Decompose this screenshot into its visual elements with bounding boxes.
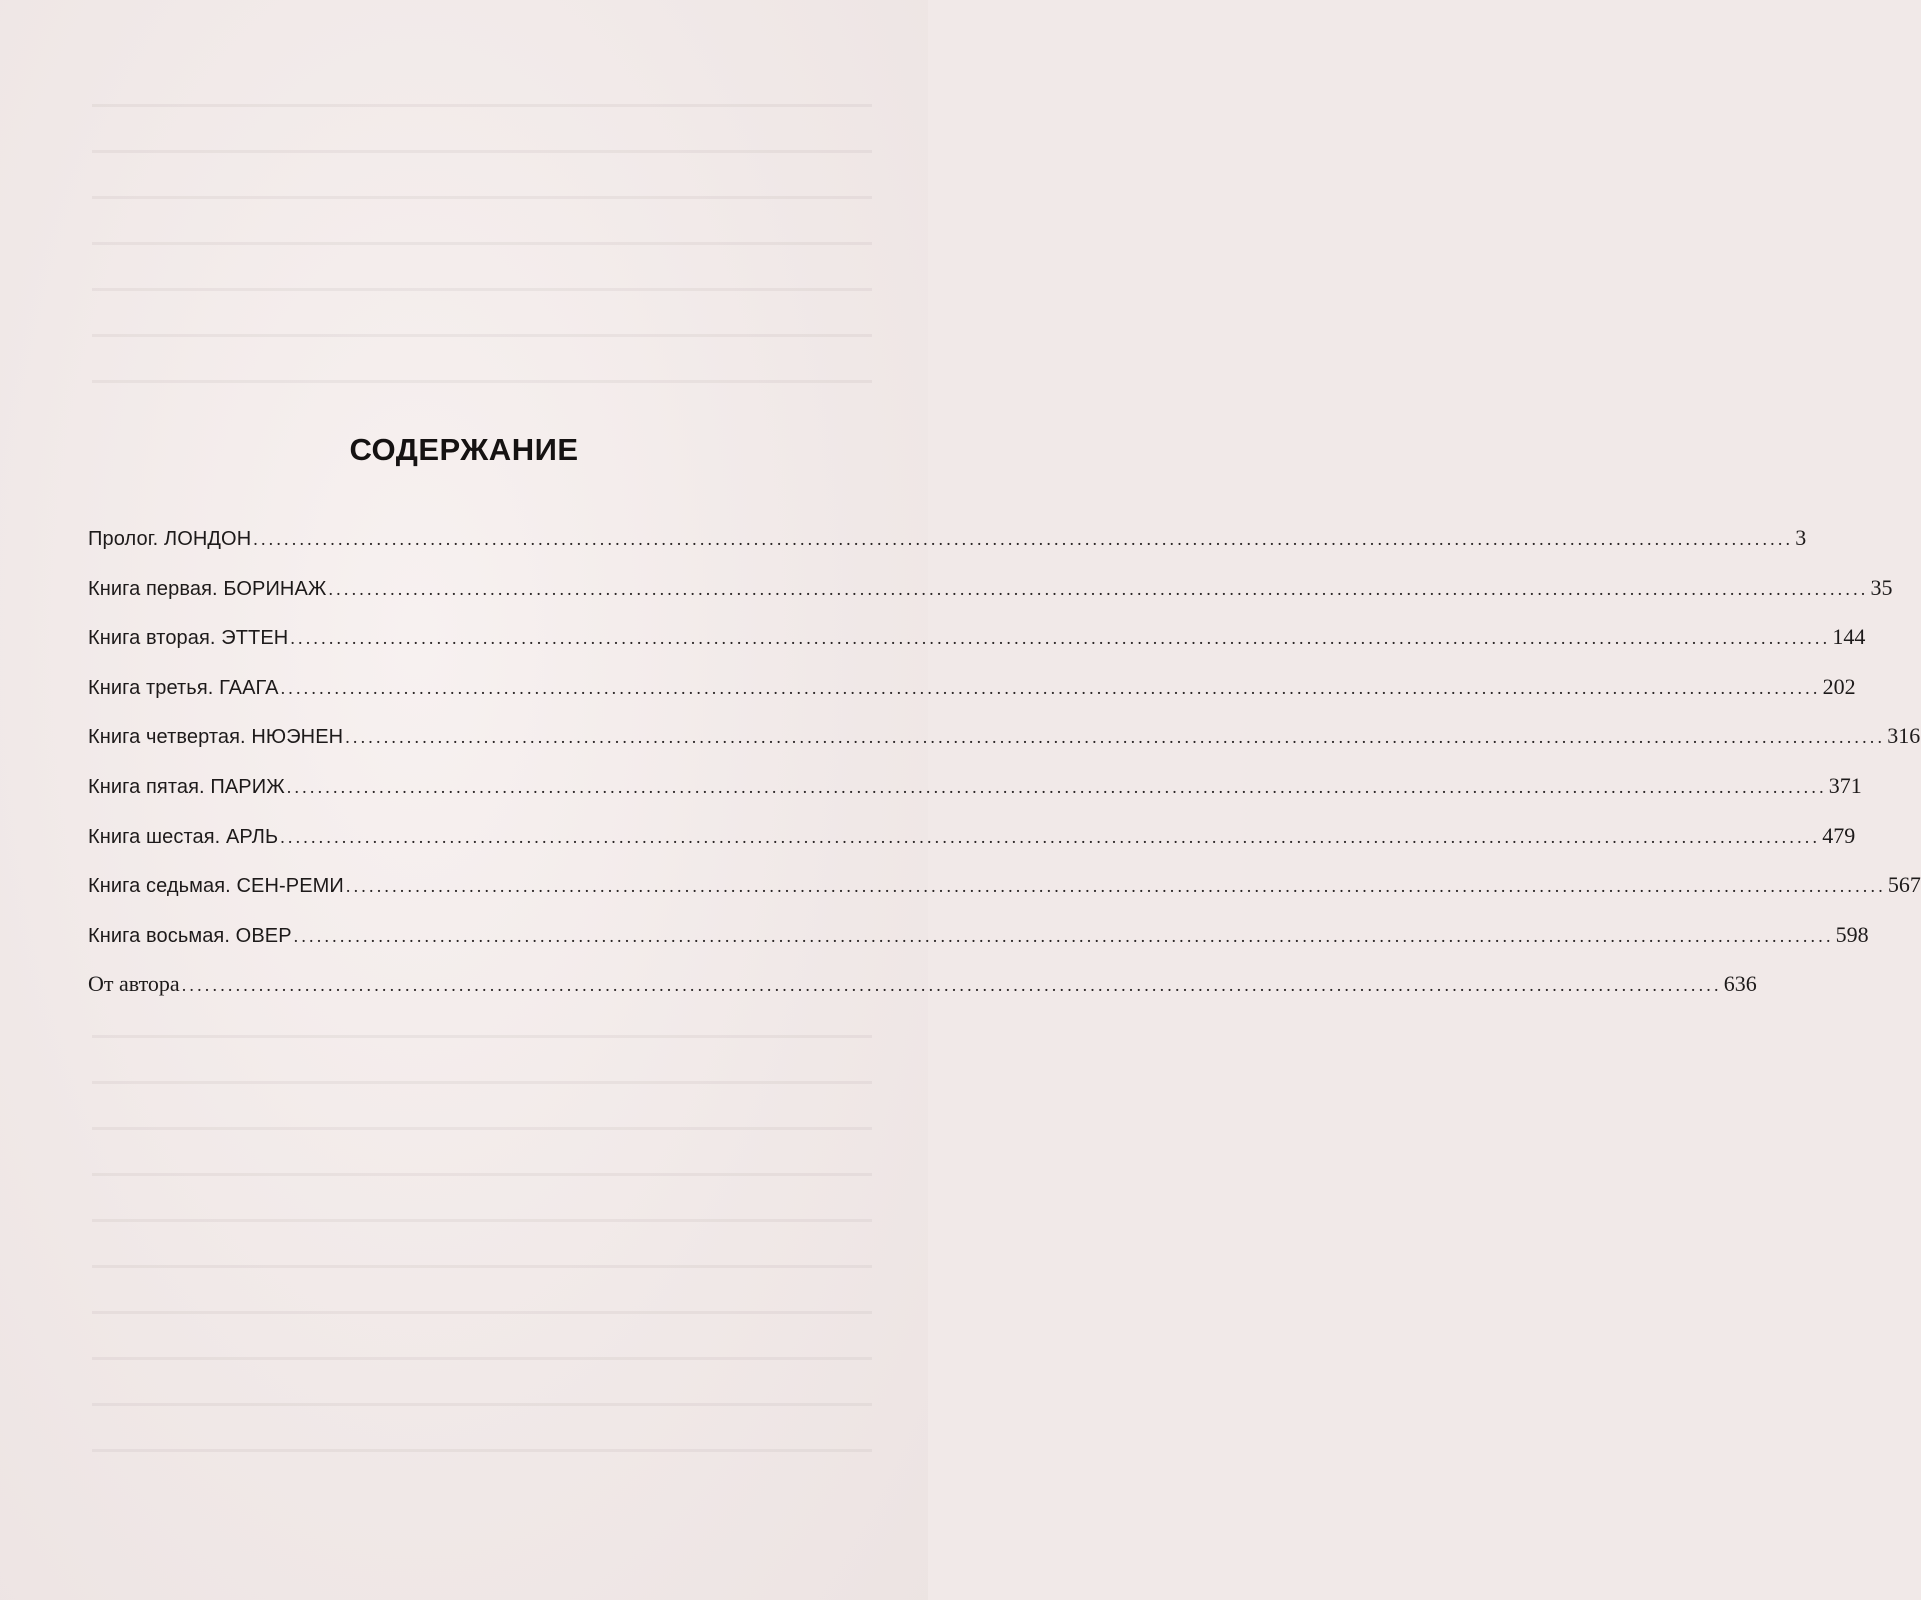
bleed-through-line xyxy=(92,1311,872,1314)
toc-leader-dots: ........................................................................................................................................................................................................ xyxy=(290,628,1831,649)
toc-entry-label: Книга пятая. ПАРИЖ xyxy=(88,775,285,798)
table-of-contents xyxy=(88,525,1921,1023)
toc-entry-page: 598 xyxy=(1835,921,1869,947)
toc-leader-dots: ........................................................................................................................................................................................................ xyxy=(345,876,1886,897)
toc-leader-dots: ........................................................................................................................................................................................................ xyxy=(280,677,1821,698)
toc-entry-label: От автора xyxy=(88,971,180,997)
bleed-through-line xyxy=(92,1173,872,1176)
bleed-through-line xyxy=(92,242,872,245)
toc-entry[interactable] xyxy=(88,673,1856,726)
toc-entry-page: 479 xyxy=(1822,822,1856,848)
toc-entry-page: 202 xyxy=(1822,673,1856,699)
toc-leader-dots: ........................................................................................................................................................................................................ xyxy=(328,578,1869,599)
toc-entry[interactable] xyxy=(88,574,1893,627)
toc-leader-dots: ........................................................................................................................................................................................................ xyxy=(253,529,1794,549)
toc-entry[interactable] xyxy=(88,971,1757,1023)
toc-entry-label: Книга четвертая. НЮЭНЕН xyxy=(88,726,344,749)
bleed-through-line xyxy=(92,380,872,383)
bleed-through-line xyxy=(92,334,872,337)
toc-leader-dots: ........................................................................................................................................................................................................ xyxy=(280,826,1821,847)
toc-leader-dots: ........................................................................................................................................................................................................ xyxy=(293,925,1834,946)
bleed-through-line xyxy=(92,196,872,199)
bleed-through-line xyxy=(92,288,872,291)
toc-entry-label: Книга вторая. ЭТТЕН xyxy=(88,627,289,650)
toc-entry-page: 371 xyxy=(1828,772,1862,798)
toc-entry[interactable] xyxy=(88,822,1856,875)
toc-leader-dots: ........................................................................................................................................................................................................ xyxy=(181,975,1722,996)
toc-entry-page: 636 xyxy=(1723,971,1757,997)
bleed-through-line xyxy=(92,1357,872,1360)
bleed-through-line xyxy=(92,1127,872,1130)
toc-entry-page: 35 xyxy=(1870,574,1893,600)
page-title: СОДЕРЖАНИЕ xyxy=(349,432,579,467)
toc-entry-label: Книга третья. ГААГА xyxy=(88,676,279,699)
bleed-through-line xyxy=(92,1035,872,1038)
toc-entry[interactable] xyxy=(88,723,1921,775)
bleed-through-line xyxy=(92,104,872,107)
toc-leader-dots: ........................................................................................................................................................................................................ xyxy=(286,776,1827,797)
toc-entry[interactable] xyxy=(88,921,1869,974)
toc-entry-label: Пролог. ЛОНДОН xyxy=(88,528,252,550)
bleed-through-line xyxy=(92,1219,872,1222)
toc-entry[interactable] xyxy=(88,772,1862,825)
toc-entry[interactable] xyxy=(88,872,1921,924)
toc-entry-label: Книга первая. БОРИНАЖ xyxy=(88,577,327,600)
toc-entry-label: Книга седьмая. СЕН-РЕМИ xyxy=(88,875,344,898)
toc-entry-label: Книга шестая. АРЛЬ xyxy=(88,825,279,848)
bleed-through-line xyxy=(92,150,872,153)
bleed-through-line xyxy=(92,1403,872,1406)
bleed-through-line xyxy=(92,1081,872,1084)
toc-entry-label: Книга восьмая. ОВЕР xyxy=(88,924,292,947)
toc-entry[interactable] xyxy=(88,624,1866,676)
toc-entry-page: 567 xyxy=(1887,872,1921,898)
bleed-through-line xyxy=(92,1265,872,1268)
toc-entry-page: 144 xyxy=(1832,624,1866,650)
toc-entry-page: 3 xyxy=(1795,525,1807,550)
bleed-through-line xyxy=(92,1449,872,1452)
toc-entry-page: 316 xyxy=(1887,723,1921,749)
toc-entry[interactable] xyxy=(88,525,1807,577)
toc-leader-dots: ........................................................................................................................................................................................................ xyxy=(345,727,1886,748)
